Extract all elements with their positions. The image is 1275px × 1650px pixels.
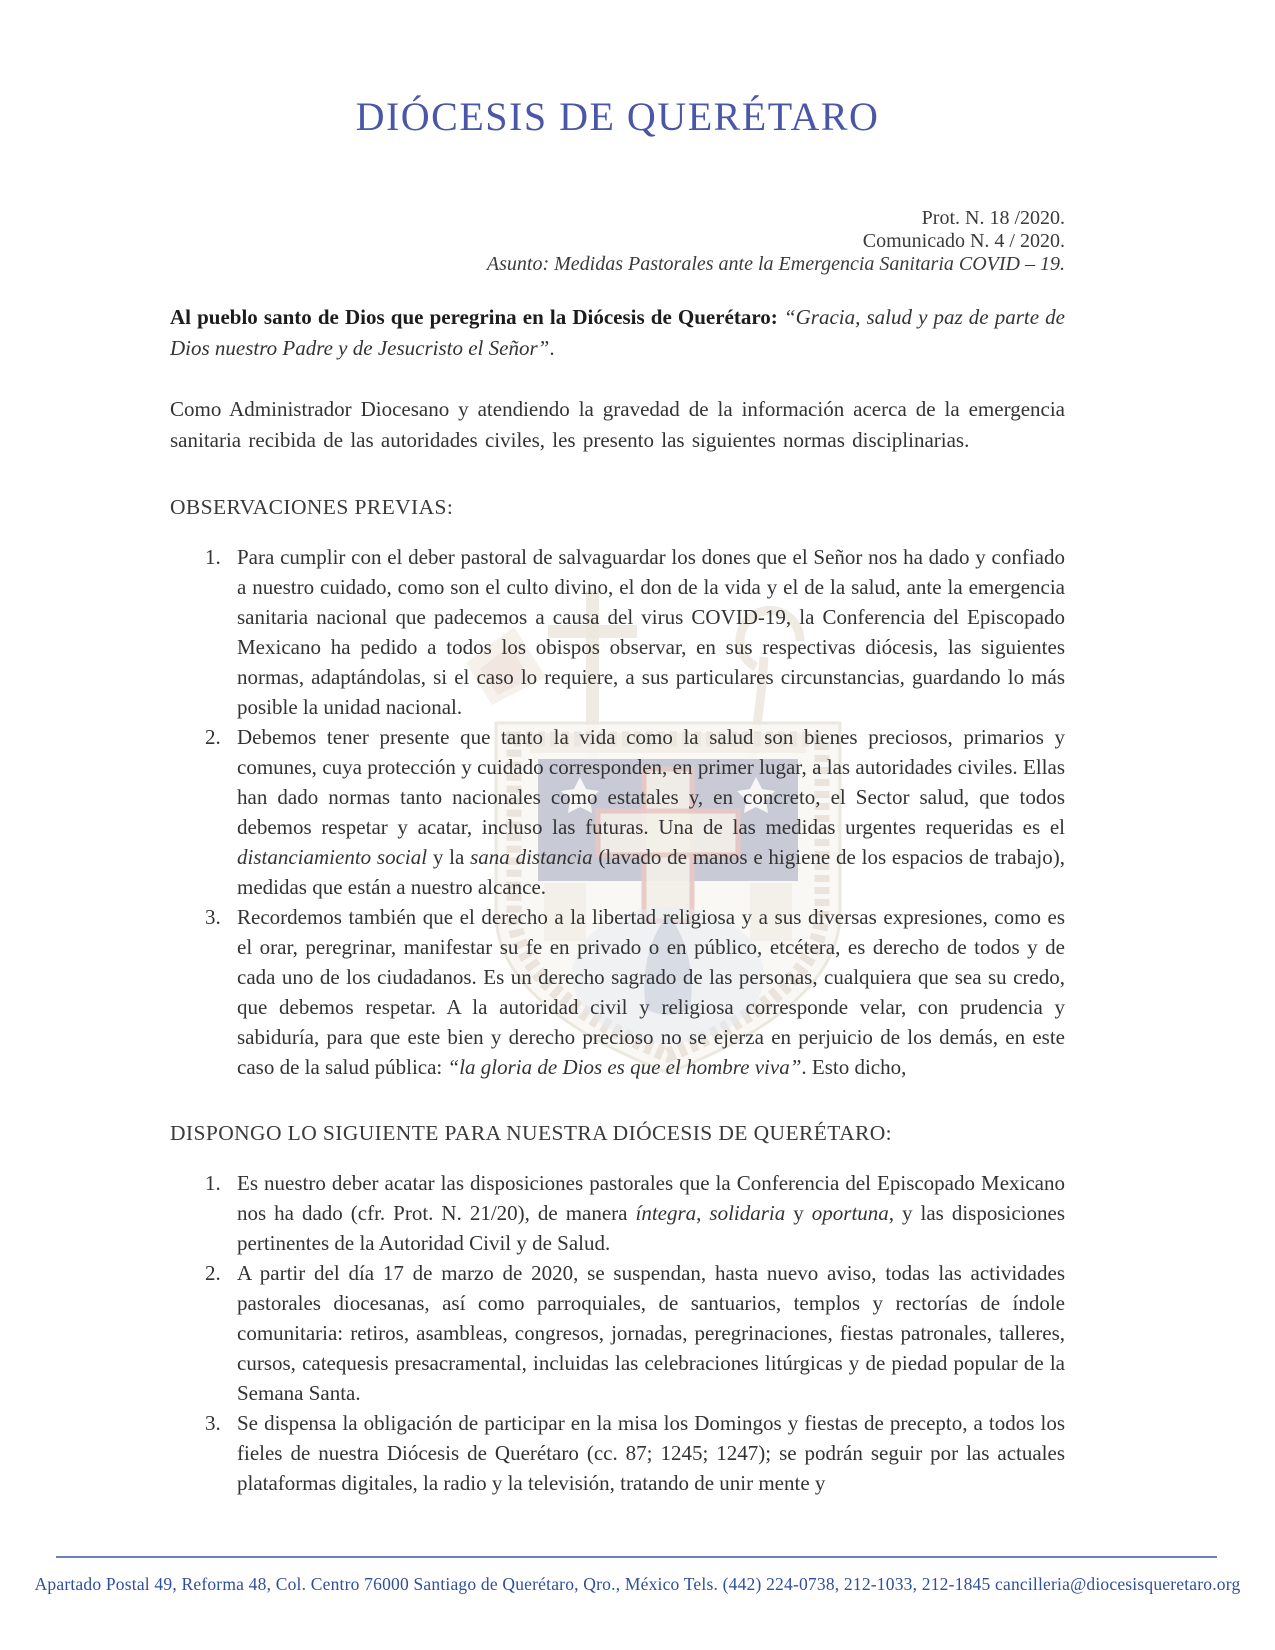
list-item-number: 1. bbox=[205, 1171, 221, 1195]
list-item-text: A partir del día 17 de marzo de 2020, se suspendan, hasta nuevo aviso, todas las actividades pastorales diocesanas, así como parroquiales, de santuarios, templos y rectorías de índole comunitaria: retiros, asambleas, congresos, jornadas, peregrinaciones, fiestas patronales, talleres, cursos, catequesis presacramental, incluidas las celebraciones litúrgicas y de piedad popular de la Semana Santa. bbox=[237, 1261, 1065, 1405]
list-item bbox=[170, 902, 1065, 1082]
page-title: DIÓCESIS DE QUERÉTARO bbox=[355, 94, 880, 139]
list-item bbox=[170, 1258, 1065, 1408]
list-item-text: Es nuestro deber acatar las disposiciones pastorales que la Conferencia del Episcopado Mexicano nos ha dado (cfr. Prot. N. 21/20), de manera íntegra, solidaria y oportuna, y las disposiciones pertinentes de la Autoridad Civil y de Salud. bbox=[237, 1171, 1065, 1255]
list-item-number: 1. bbox=[205, 545, 221, 569]
footer-contact-line: Apartado Postal 49, Reforma 48, Col. Centro 76000 Santiago de Querétaro, Qro., México Tels. (442) 224-0738, 212-1033, 212-1845 cancilleria@diocesisqueretaro.org bbox=[34, 1574, 1241, 1594]
observaciones-list bbox=[170, 542, 1065, 1082]
list-item-text: Debemos tener presente que tanto la vida como la salud son bienes preciosos, primarios y comunes, cuya protección y cuidado corresponden, en primer lugar, a las autoridades civiles. Ellas han dado normas tanto nacionales como estatales y, en concreto, el Sector salud, que todos debemos respetar y acatar, incluso las futuras. Una de las medidas urgentes requeridas es el distanciamiento social y la sana distancia (lavado de manos e higiene de los espacios de trabajo), medidas que están a nuestro alcance. bbox=[237, 725, 1065, 899]
list-item bbox=[170, 1168, 1065, 1258]
section-heading-dispongo: DISPONGO LO SIGUIENTE PARA NUESTRA DIÓCESIS DE QUERÉTARO: bbox=[170, 1121, 893, 1145]
asunto-line: Asunto: Medidas Pastorales ante la Emergencia Sanitaria COVID – 19. bbox=[486, 253, 1065, 275]
list-item-number: 2. bbox=[205, 1261, 221, 1285]
list-item-number: 3. bbox=[205, 1411, 221, 1435]
list-item-number: 3. bbox=[205, 905, 221, 929]
dispongo-list bbox=[170, 1168, 1065, 1498]
section-heading-observaciones: OBSERVACIONES PREVIAS: bbox=[170, 495, 454, 519]
list-item bbox=[170, 1408, 1065, 1498]
intro-paragraph: Como Administrador Diocesano y atendiendo la gravedad de la información acerca de la emergencia sanitaria recibida de las autoridades civiles, les presento las siguientes normas disciplinarias. bbox=[170, 397, 1065, 452]
footer-divider bbox=[56, 1556, 1217, 1558]
list-item-number: 2. bbox=[205, 725, 221, 749]
list-item bbox=[170, 722, 1065, 902]
list-item-text: Recordemos también que el derecho a la libertad religiosa y a sus diversas expresiones, como es el orar, peregrinar, manifestar su fe en privado o en público, etcétera, es derecho de todos y de cada uno de los ciudadanos. Es un derecho sagrado de las personas, cualquiera que sea su credo, que debemos respetar. A la autoridad civil y religiosa corresponde velar, con prudencia y sabiduría, para que este bien y derecho precioso no se ejerza en perjuicio de los demás, en este caso de la salud pública: “la gloria de Dios es que el hombre viva”. Esto dicho, bbox=[237, 905, 1065, 1079]
list-item bbox=[170, 542, 1065, 722]
list-item-text: Para cumplir con el deber pastoral de salvaguardar los dones que el Señor nos ha dado y confiado a nuestro cuidado, como son el culto divino, el don de la vida y el de la salud, ante la emergencia sanitaria nacional que padecemos a causa del virus COVID-19, la Conferencia del Episcopado Mexicano ha pedido a todos los obispos observar, en sus respectivas diócesis, las siguientes normas, adaptándolas, si el caso lo requiere, a sus particulares circunstancias, guardando lo más posible la unidad nacional. bbox=[237, 545, 1065, 719]
salutation-paragraph: Al pueblo santo de Dios que peregrina en la Diócesis de Querétaro: “Gracia, salud y paz de parte de Dios nuestro Padre y de Jesucristo el Señor”. bbox=[170, 305, 1065, 360]
list-item-text: Se dispensa la obligación de participar en la misa los Domingos y fiestas de precepto, a todos los fieles de nuestra Diócesis de Querétaro (cc. 87; 1245; 1247); se podrán seguir por las actuales plataformas digitales, la radio y la televisión, tratando de unir mente y bbox=[237, 1411, 1065, 1495]
protocol-block bbox=[170, 207, 1065, 276]
protocol-number: Prot. N. 18 /2020. bbox=[921, 207, 1065, 229]
comunicado-number: Comunicado N. 4 / 2020. bbox=[862, 230, 1065, 252]
document-content bbox=[170, 0, 1065, 1498]
